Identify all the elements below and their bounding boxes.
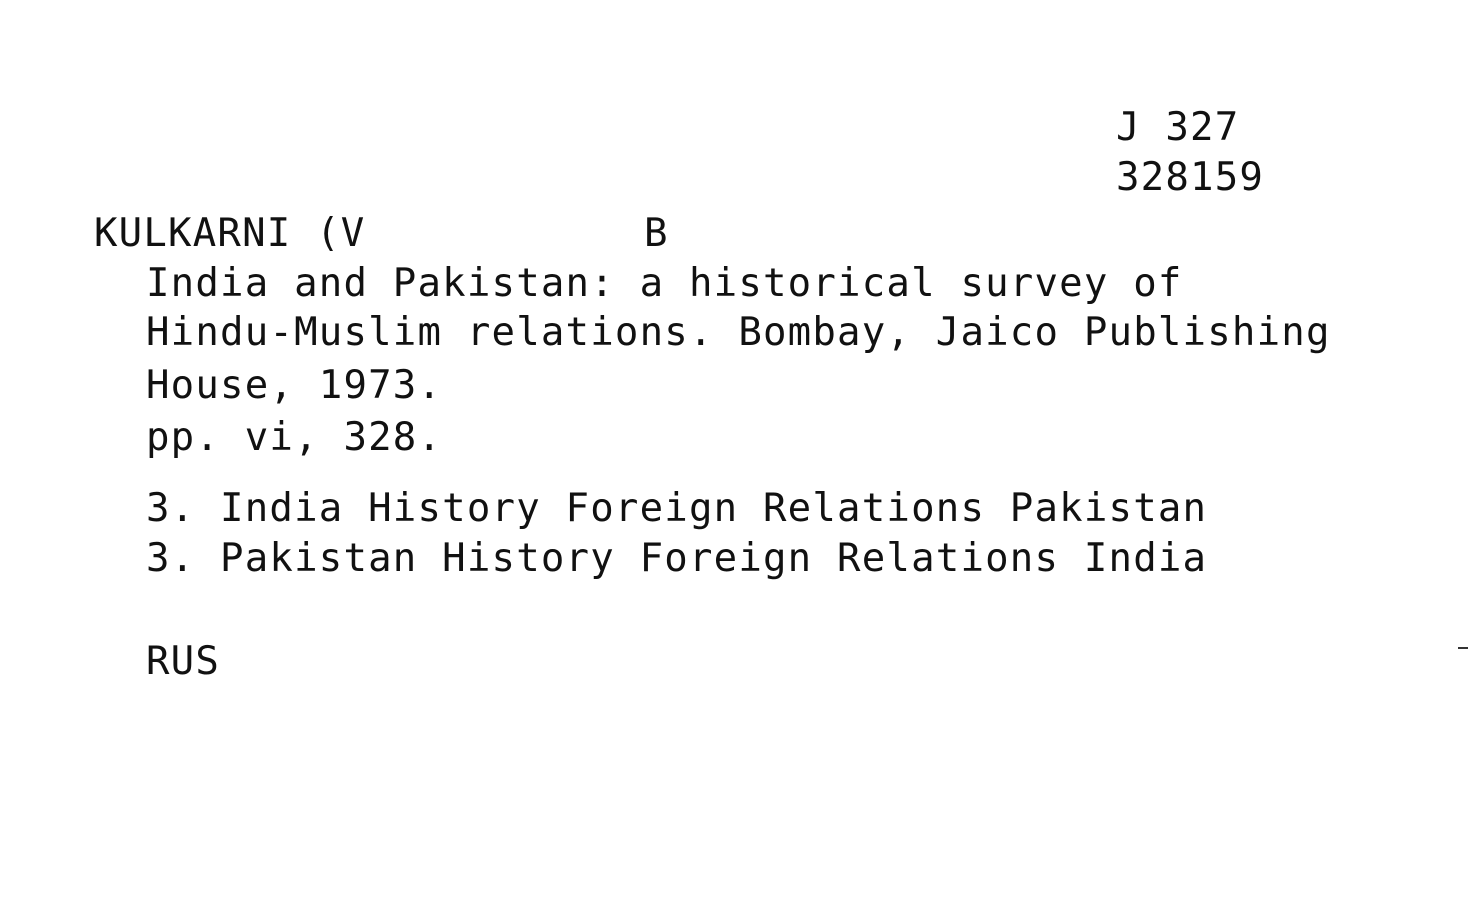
author-name: KULKARNI (V bbox=[94, 211, 366, 256]
author-initial: B bbox=[644, 211, 669, 256]
call-number-class: J 327 bbox=[1116, 105, 1240, 150]
call-number-accession: 328159 bbox=[1116, 155, 1265, 200]
title-line: House, 1973. bbox=[146, 363, 443, 408]
location-code: RUS bbox=[146, 639, 221, 684]
collation: pp. vi, 328. bbox=[146, 415, 443, 460]
subject-heading: 3. India History Foreign Relations Pakistan bbox=[146, 486, 1208, 531]
scan-edge-mark bbox=[1458, 647, 1468, 649]
subject-heading: 3. Pakistan History Foreign Relations India bbox=[146, 536, 1208, 581]
title-line: India and Pakistan: a historical survey of bbox=[146, 261, 1183, 306]
title-line: Hindu-Muslim relations. Bombay, Jaico Publishing bbox=[146, 310, 1331, 355]
